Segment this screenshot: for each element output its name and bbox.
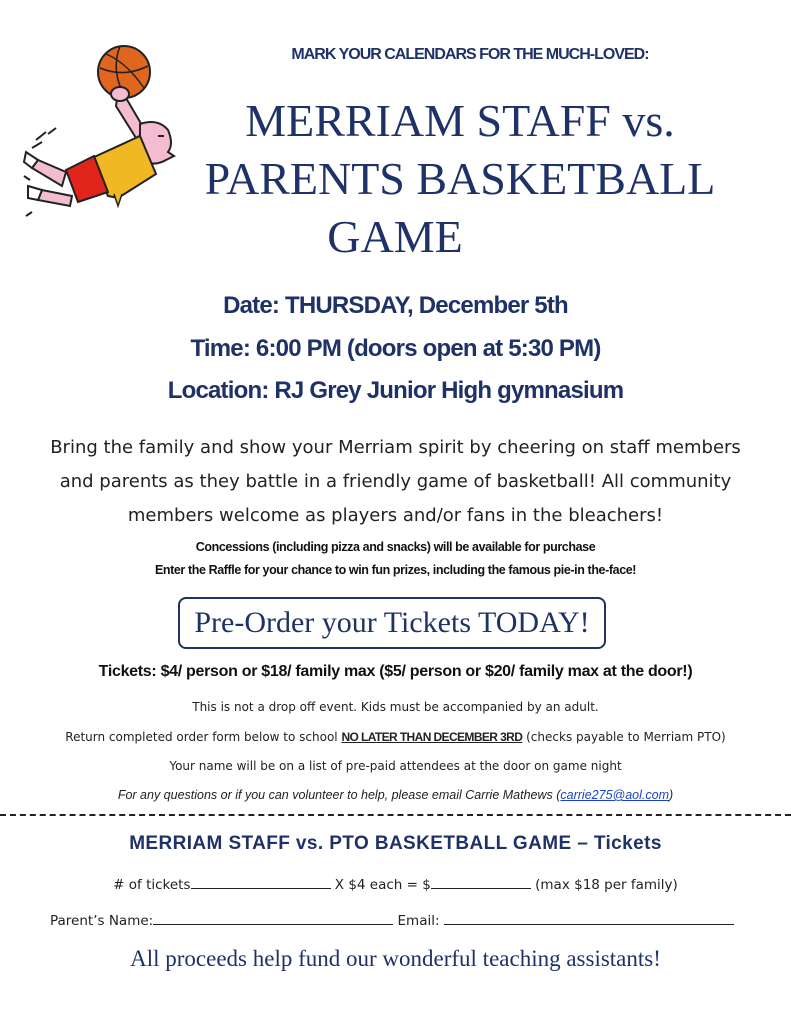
concessions-note: Concessions (including pizza and snacks) will be available for purchase xyxy=(195,540,596,554)
return-deadline: NO LATER THAN DECEMBER 3RD xyxy=(341,730,523,744)
parent-name-label: Parent’s Name: xyxy=(50,913,154,929)
event-date: Date: THURSDAY, December 5th xyxy=(223,292,568,319)
event-location: Location: RJ Grey Junior High gymnasium xyxy=(167,377,624,404)
dropoff-note: This is not a drop off event. Kids must be accompanied by an adult. xyxy=(192,700,599,714)
event-time: Time: 6:00 PM (doors open at 5:30 PM) xyxy=(190,335,601,362)
kicker-text: MARK YOUR CALENDARS FOR THE MUCH-LOVED: xyxy=(291,46,649,63)
basketball-player-clipart xyxy=(22,40,190,220)
amount-field[interactable] xyxy=(431,874,531,889)
intro-paragraph: Bring the family and show your Merriam spirit by cheering on staff members and parents as they battle in a friendly game of basketball! All community members welcome as players and/or fans in the bleachers! xyxy=(50,437,741,526)
title-line-3: GAME xyxy=(327,211,463,262)
preorder-banner: Pre-Order your Tickets TODAY! xyxy=(178,597,606,649)
contact-email-link[interactable]: carrie275@aol.com xyxy=(560,788,669,802)
title-line-2: PARENTS BASKETBALL xyxy=(204,153,716,204)
order-form-title: MERRIAM STAFF vs. PTO BASKETBALL GAME – Tickets xyxy=(129,833,662,854)
return-note-prefix: Return completed order form below to school xyxy=(65,730,342,744)
cut-line-divider xyxy=(0,814,791,816)
questions-prefix: For any questions or if you can volunteer to help, please email Carrie Mathews ( xyxy=(117,788,561,802)
price-label: X $4 each = $ xyxy=(330,877,431,893)
parent-info-row xyxy=(50,910,734,929)
email-field[interactable] xyxy=(444,910,734,925)
return-note-suffix: (checks payable to Merriam PTO) xyxy=(522,730,726,744)
email-label: Email: xyxy=(393,913,444,929)
tickets-count-field[interactable] xyxy=(191,874,331,889)
parent-name-field[interactable] xyxy=(153,910,393,925)
max-label: (max $18 per family) xyxy=(530,877,678,893)
attendee-list-note: Your name will be on a list of pre-paid attendees at the door on game night xyxy=(169,759,622,773)
return-note xyxy=(0,730,791,744)
page-title xyxy=(180,92,740,266)
tickets-quantity-row xyxy=(0,874,791,893)
title-line-1: MERRIAM STAFF vs. xyxy=(245,95,675,146)
ticket-prices: Tickets: $4/ person or $18/ family max ($5/ person or $20/ family max at the door!) xyxy=(98,663,693,680)
raffle-note: Enter the Raffle for your chance to win fun prizes, including the famous pie-in the-face! xyxy=(154,563,637,577)
questions-suffix: ) xyxy=(668,788,674,802)
tickets-label: # of tickets xyxy=(113,877,191,893)
proceeds-footer: All proceeds help fund our wonderful teaching assistants! xyxy=(130,946,661,971)
questions-note xyxy=(0,788,791,802)
